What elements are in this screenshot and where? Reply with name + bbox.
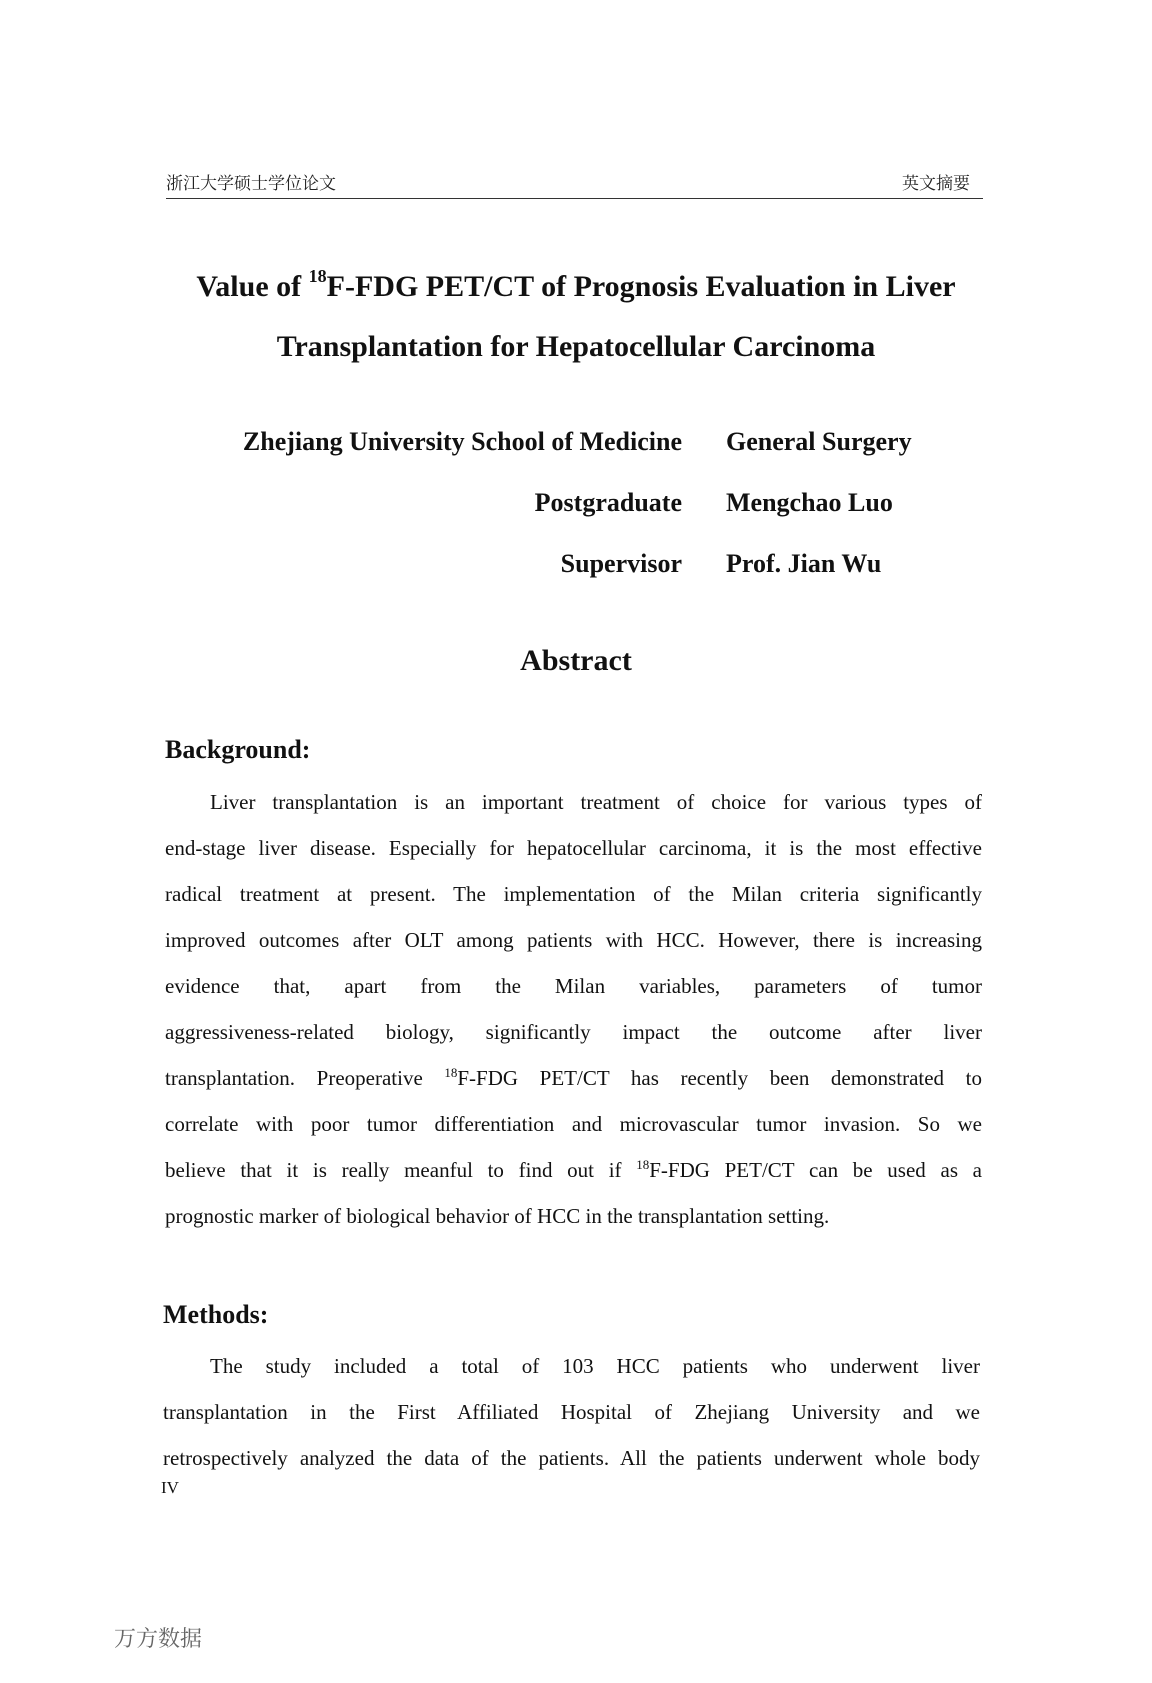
background-line-2: end-stage liver disease. Especially for hepatocellular carcinoma, it is the most effective bbox=[165, 836, 982, 860]
supervisor-label: Supervisor bbox=[560, 549, 682, 578]
running-header-left: 浙江大学硕士学位论文 bbox=[166, 174, 336, 194]
background-line-5: evidence that, apart from the Milan variables, parameters of tumor bbox=[165, 974, 982, 998]
background-line-4: improved outcomes after OLT among patients with HCC. However, there is increasing bbox=[165, 928, 982, 952]
background-line-10: prognostic marker of biological behavior of HCC in the transplantation setting. bbox=[165, 1204, 830, 1228]
header-rule bbox=[166, 198, 983, 199]
background-line-9: believe that it is really meanful to find out if $^{18}$F-FDG PET/CT can be used as a bbox=[165, 1157, 983, 1182]
supervisor-value: Prof. Jian Wu bbox=[726, 549, 882, 578]
methods-heading: Methods: bbox=[163, 1300, 269, 1329]
background-line-7: transplantation. Preoperative $^{18}$F-FDG PET/CT has recently been demonstrated to bbox=[165, 1065, 982, 1090]
page-number: IV bbox=[161, 1478, 179, 1497]
background-line-3: radical treatment at present. The implementation of the Milan criteria significantly bbox=[165, 882, 982, 906]
title-superscript: 18 bbox=[308, 266, 327, 286]
background-line-8: correlate with poor tumor differentiation and microvascular tumor invasion. So we bbox=[165, 1112, 982, 1136]
title-line-2: Transplantation for Hepatocellular Carcinoma bbox=[276, 330, 876, 363]
student-value: Mengchao Luo bbox=[726, 488, 893, 517]
methods-line-1: The study included a total of 103 HCC patients who underwent liver bbox=[210, 1354, 980, 1378]
school-label: Zhejiang University School of Medicine bbox=[242, 427, 682, 456]
background-line-6: aggressiveness-related biology, significantly impact the outcome after liver bbox=[165, 1020, 982, 1044]
methods-line-3: retrospectively analyzed the data of the patients. All the patients underwent whole body bbox=[163, 1446, 980, 1470]
running-header-right: 英文摘要 bbox=[902, 174, 970, 194]
background-heading: Background: bbox=[165, 735, 311, 764]
title-line-1: Value of $^{18}$F-FDG PET/CT of Prognosis Evaluation in Liver bbox=[196, 266, 956, 303]
student-label: Postgraduate bbox=[534, 488, 682, 517]
school-value: General Surgery bbox=[726, 427, 912, 456]
background-line-1: Liver transplantation is an important treatment of choice for various types of bbox=[210, 790, 982, 814]
methods-line-2: transplantation in the First Affiliated Hospital of Zhejiang University and we bbox=[163, 1400, 980, 1424]
watermark: 万方数据 bbox=[114, 1627, 203, 1652]
abstract-heading: Abstract bbox=[520, 644, 632, 677]
